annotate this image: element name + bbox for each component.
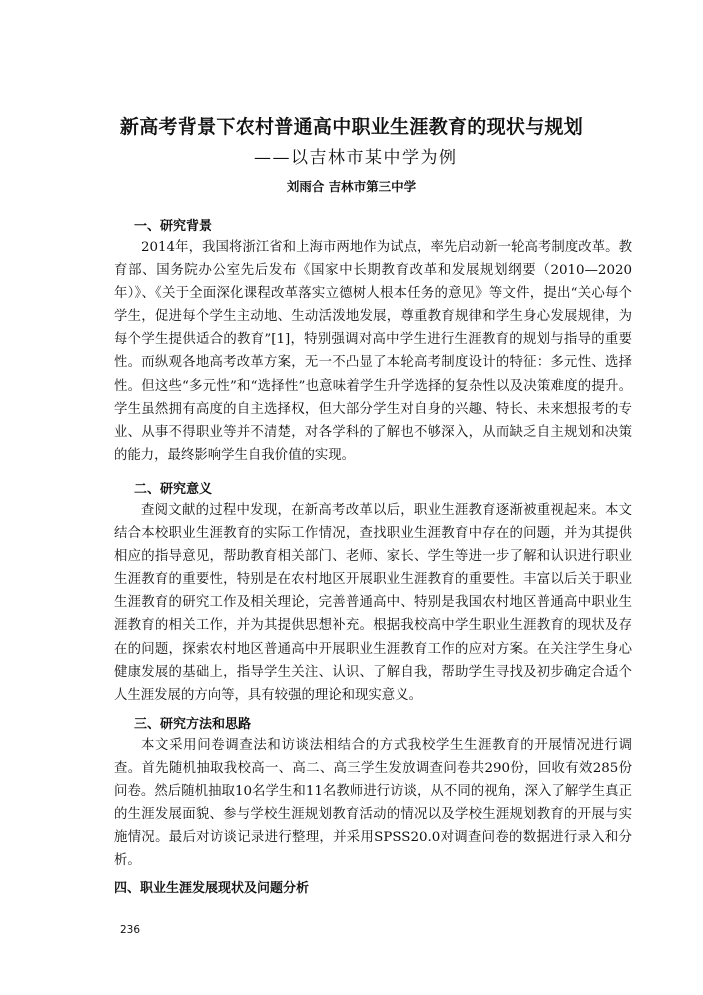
paper-title: 新高考背景下农村普通高中职业生涯教育的现状与规划 — [119, 116, 584, 138]
section-paragraph-significance: 查阅文献的过程中发现，在新高考改革以后，职业生涯教育逐渐被重视起来。本文结合本校职业生涯教育的实际工作情况，查找职业生涯教育中存在的问题，并为其提供相应的指导意见，帮助教育相关部门、老师、家长、学生等进一步了解和认识进行职业生涯教育的重要性，特别是在农村地区开展职业生涯教育的重要性。丰富以后关于职业生涯教育的研究工作及相关理论，完善普通高中、特别是我国农村地区普通高中职业生涯教育的相关工作，并为其提供思想补充。根据我校高中学生职业生涯教育的现状及存在的问题，探索农村地区普通高中开展职业生涯教育工作的应对方案。在关注学生身心健康发展的基础上，指导学生关注、认识、了解自我，帮助学生寻找及初步确定合适个人生涯发展的方向等，具有较强的理论和现实意义。 — [114, 503, 632, 703]
section-heading-background: 一、研究背景 — [134, 219, 213, 234]
page-number: 236 — [120, 924, 141, 936]
section-heading-methods: 三、研究方法和思路 — [134, 717, 252, 732]
author-line: 刘雨合 吉林市第三中学 — [286, 179, 417, 194]
section-paragraph-methods: 本文采用问卷调查法和访谈法相结合的方式我校学生生涯教育的开展情况进行调查。首先随机抽取我校高一、高二、高三学生发放调查问卷共290份，回收有效285份问卷。然后随机抽取10名学生和11名教师进行访谈，从不同的视角，深入了解学生真正的生涯发展面貌、参与学校生涯规划教育活动的情况以及学校生涯规划教育的开展与实施情况。最后对访谈记录进行整理，并采用SPSS20.0对调查问卷的数据进行录入和分析。 — [114, 738, 632, 869]
section-heading-status: 四、职业生涯发展现状及问题分析 — [114, 881, 310, 896]
section-paragraph-background: 2014年，我国将浙江省和上海市两地作为试点，率先启动新一轮高考制度改革。教育部、国务院办公室先后发布《国家中长期教育改革和发展规划纲要（2010—2020年）》、《关于全面深化课程改革落实立德树人根本任务的意见》等文件，提出“关心每个学生，促进每个学生主动地、生动活泼地发展，尊重教育规律和学生身心发展规律，为每个学生提供适合的教育”[1]，特别强调对高中学生进行生涯教育的规划与指导的重要性。而纵观各地高考改革方案，无一不凸显了本轮高考制度设计的特征：多元性、选择性。但这些“多元性”和“选择性”也意味着学生升学选择的复杂性以及决策难度的提升。学生虽然拥有高度的自主选择权，但大部分学生对自身的兴趣、特长、未来想报考的专业、从事不得职业等并不清楚，对各学科的了解也不够深入，从而缺乏自主规划和决策的能力，最终影响学生自我价值的实现。 — [114, 240, 632, 463]
paper-subtitle: ——以吉林市某中学为例 — [254, 148, 458, 168]
section-heading-significance: 二、研究意义 — [134, 482, 213, 497]
